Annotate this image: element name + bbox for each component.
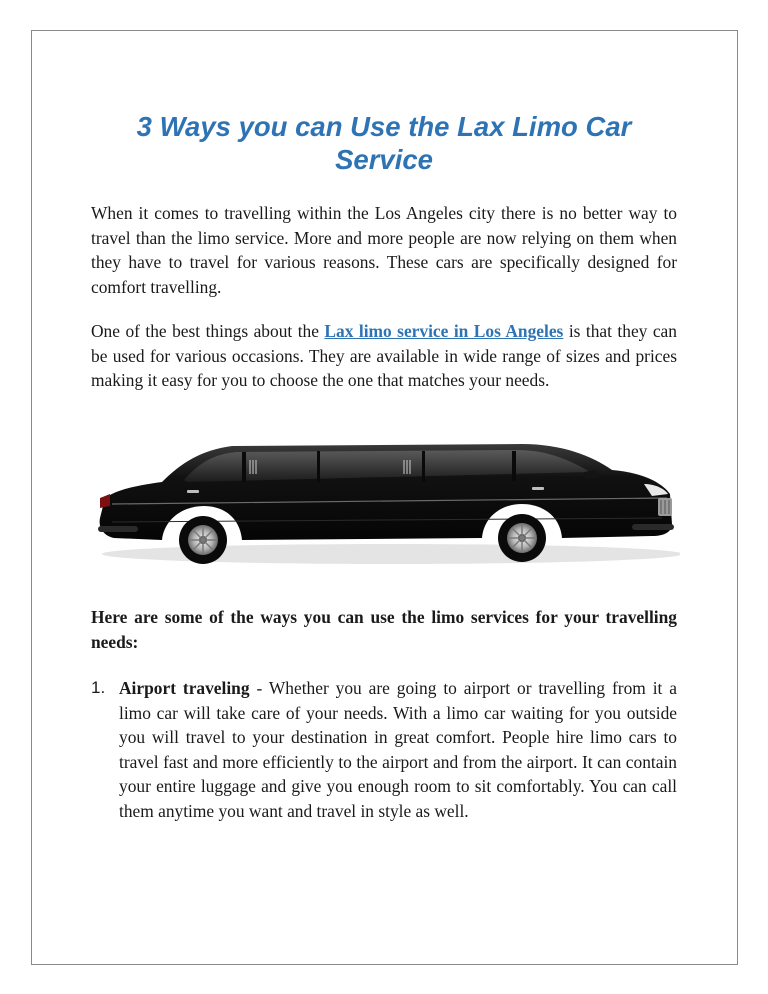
paragraph-text-after-link: is that they can be used for various occasions. They are available in wide range of sizes and prices making it easy for you to choose the one that matches your needs. [91, 321, 677, 391]
intro-paragraph: When it comes to travelling within the Los Angeles city there is no better way to travel than the limo service. More and more people are now relying on them when they have to travel for various reasons. These cars are specifically designed for comfort travelling. [91, 203, 677, 297]
list-intro-heading: Here are some of the ways you can use the limo services for your travelling needs: [91, 607, 677, 652]
service-paragraph [91, 319, 677, 393]
lax-limo-service-link[interactable]: Lax limo service in Los Angeles [324, 321, 564, 341]
list-item-heading: Airport traveling [119, 678, 250, 698]
list-item-number: 1. [91, 678, 106, 697]
ways-list [91, 676, 677, 824]
list-item [91, 676, 677, 824]
list-item-text: Whether you are going to airport or travelling from it a limo car will take care of your needs. With a limo car waiting for you outside you will travel to your destination in great comfort. People hire limo cars to travel fast and more efficiently to the airport and from the airport. It can contain your entire luggage and give you enough room to sit comfortably. You can call them anytime you want and travel in style as well. [119, 678, 678, 821]
stretch-limousine-icon [92, 432, 680, 572]
page-title: 3 Ways you can Use the Lax Limo Car Service [136, 111, 632, 175]
list-item-separator: - [249, 678, 269, 698]
limousine-image [92, 432, 680, 572]
paragraph-text-before-link: One of the best things about the [91, 321, 325, 341]
